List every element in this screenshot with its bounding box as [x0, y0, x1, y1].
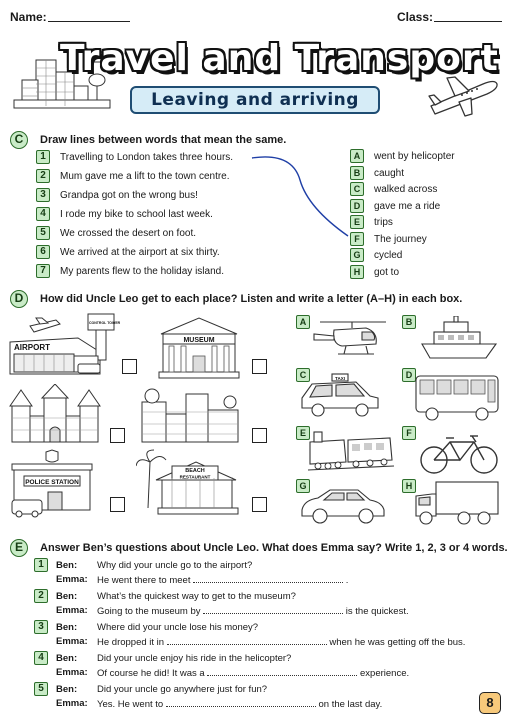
name-field[interactable] [48, 10, 130, 22]
section-e-badge: E [10, 539, 28, 557]
police-station-illustration [8, 448, 108, 520]
answer-box-beach[interactable] [252, 497, 267, 512]
vehicle-label-b: B [402, 315, 416, 329]
ben-label: Ben: [56, 622, 78, 633]
ben-label: Ben: [56, 684, 78, 695]
item-number: 5 [36, 226, 50, 240]
item-text: caught [374, 167, 405, 179]
airport-sign: AIRPORT [14, 343, 50, 352]
emma-label: Emma: [56, 574, 88, 585]
answer-blank[interactable] [167, 636, 327, 645]
section-c-question: Draw lines between words that mean the same. [40, 134, 287, 146]
item-text: walked across [374, 184, 438, 195]
police-station-sign: POLICE STATION [25, 479, 79, 486]
item-text: We crossed the desert on foot. [60, 228, 197, 239]
class-label: Class: [397, 10, 434, 24]
item-number: 3 [36, 188, 50, 202]
page-number: 8 [479, 692, 501, 714]
vehicle-label-d: D [402, 368, 416, 382]
question-number: 5 [34, 682, 48, 696]
vehicle-label-h: H [402, 479, 416, 493]
item-text: cycled [374, 250, 403, 261]
control-tower-sign: CONTROL TOWER [89, 321, 121, 325]
question-number: 2 [34, 589, 48, 603]
ben-label: Ben: [56, 653, 78, 664]
beach-sign-line-2: RESTAURANT [179, 474, 211, 480]
lorry-icon [412, 480, 502, 528]
class-field[interactable] [434, 10, 502, 22]
answer-box-museum[interactable] [252, 359, 267, 374]
emma-answer-end: is the quickest. [345, 606, 409, 617]
answer-box-ruins[interactable] [252, 428, 267, 443]
example-match-line [248, 150, 352, 242]
emma-answer-line [97, 636, 465, 648]
item-text: got to [374, 266, 400, 278]
item-letter: A [350, 149, 364, 163]
answer-box-castle[interactable] [110, 428, 125, 443]
item-number: 4 [36, 207, 50, 221]
answer-box-police-station[interactable] [110, 497, 125, 512]
section-d-question: How did Uncle Leo get to each place? Listen and write a letter (A–H) in each box. [40, 293, 463, 305]
item-letter: C [350, 182, 364, 196]
emma-label: Emma: [56, 698, 88, 709]
answer-box-airport[interactable] [122, 359, 137, 374]
beach-restaurant-illustration [136, 448, 240, 520]
item-text: Mum gave me a lift to the town centre. [60, 171, 230, 182]
item-letter: H [350, 265, 364, 279]
emma-answer-end: when he was getting off the bus. [329, 637, 466, 648]
item-text: I rode my bike to school last week. [60, 209, 213, 220]
castle-illustration [8, 384, 104, 444]
item-text: Grandpa got on the wrong bus! [60, 190, 198, 201]
item-text: trips [374, 217, 393, 228]
ben-label: Ben: [56, 560, 78, 571]
item-number: 1 [36, 150, 50, 164]
item-letter: B [350, 166, 364, 180]
item-letter: E [350, 215, 364, 229]
question-number: 1 [34, 558, 48, 572]
train-icon [306, 428, 396, 474]
vehicle-label-c: C [296, 368, 310, 382]
emma-label: Emma: [56, 667, 88, 678]
ben-question: Did your uncle go anywhere just for fun? [97, 684, 268, 695]
helicopter-icon [312, 318, 392, 362]
section-d-badge: D [10, 290, 28, 308]
emma-answer-end: . [345, 575, 349, 586]
item-letter: F [350, 232, 364, 246]
car-icon [300, 482, 386, 526]
taxi-sign: TAXI [335, 376, 345, 381]
item-text: Travelling to London takes three hours. [60, 152, 234, 163]
item-text: went by helicopter [374, 151, 455, 162]
emma-answer-line [97, 574, 348, 586]
answer-blank[interactable] [203, 605, 343, 614]
museum-illustration [155, 312, 243, 380]
vehicle-label-f: F [402, 426, 416, 440]
page-title: Travel and Transport [60, 38, 499, 79]
answer-blank[interactable] [207, 667, 357, 676]
emma-label: Emma: [56, 605, 88, 616]
vehicle-label-a: A [296, 315, 310, 329]
emma-answer-line [97, 667, 409, 679]
airplane-icon [425, 72, 501, 120]
bus-icon [412, 372, 502, 422]
item-text: We arrived at the airport at six thirty. [60, 247, 220, 258]
name-label: Name: [10, 10, 47, 24]
airport-illustration [8, 312, 128, 380]
ben-question: Why did your uncle go to the airport? [97, 560, 253, 571]
beach-sign-line-1: BEACH [185, 468, 205, 474]
bicycle-icon [418, 428, 500, 476]
page-subtitle: Leaving and arriving [130, 86, 380, 114]
emma-answer-start: He went there to meet [97, 575, 191, 586]
emma-label: Emma: [56, 636, 88, 647]
section-e-question: Answer Ben’s questions about Uncle Leo. What does Emma say? Write 1, 2, 3 or 4 words. [40, 542, 508, 554]
item-text: The journey [374, 233, 427, 245]
emma-answer-start: Yes. He went to [97, 699, 164, 710]
emma-answer-start: Of course he did! It was a [97, 668, 205, 679]
emma-answer-start: He dropped it in [97, 637, 165, 648]
answer-blank[interactable] [193, 574, 343, 583]
ben-question: Where did your uncle lose his money? [97, 622, 259, 633]
emma-answer-start: Going to the museum by [97, 606, 201, 617]
emma-answer-line [97, 698, 382, 710]
emma-answer-line [97, 605, 409, 617]
section-c-badge: C [10, 131, 28, 149]
museum-sign: MUSEUM [183, 337, 215, 344]
item-letter: D [350, 199, 364, 213]
item-text: gave me a ride [374, 200, 441, 212]
emma-answer-end: experience. [360, 668, 410, 679]
emma-answer-end: on the last day. [318, 699, 383, 710]
ben-question: What’s the quickest way to get to the museum? [97, 591, 296, 602]
item-number: 2 [36, 169, 50, 183]
ruins-illustration [138, 384, 244, 444]
boat-icon [420, 316, 498, 364]
item-number: 6 [36, 245, 50, 259]
item-text: My parents flew to the holiday island. [60, 266, 224, 277]
question-number: 4 [34, 651, 48, 665]
vehicle-label-e: E [296, 426, 310, 440]
ben-question: Did your uncle enjoy his ride in the helicopter? [97, 653, 292, 664]
answer-blank[interactable] [166, 698, 316, 707]
taxi-icon [298, 370, 382, 418]
item-number: 7 [36, 264, 50, 278]
vehicle-label-g: G [296, 479, 310, 493]
question-number: 3 [34, 620, 48, 634]
item-letter: G [350, 248, 364, 262]
ben-label: Ben: [56, 591, 78, 602]
